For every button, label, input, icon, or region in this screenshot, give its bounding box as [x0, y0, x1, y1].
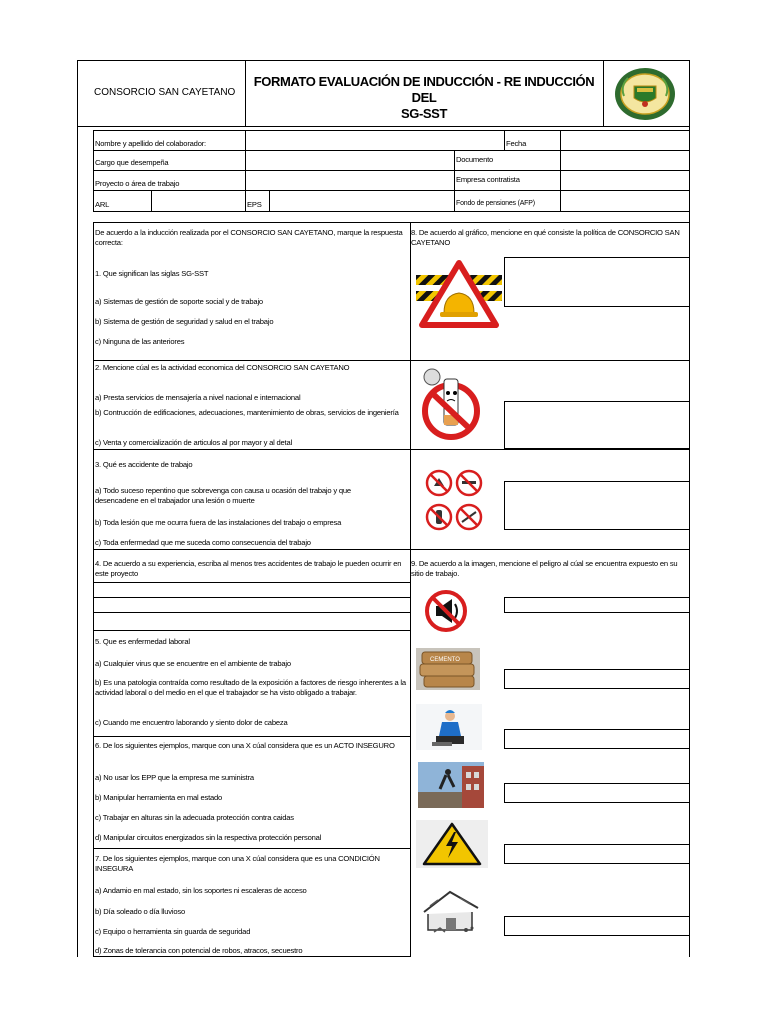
- no-smoking-icon: [416, 365, 486, 441]
- label-documento: Documento: [456, 155, 494, 164]
- q2-option-c[interactable]: c) Venta y comercialización de articulos al por mayor y al detal: [95, 438, 292, 447]
- height-work-icon: [418, 762, 484, 808]
- q9-answer-box-house[interactable]: [504, 916, 690, 936]
- q9-answer-box-worker[interactable]: [504, 729, 690, 749]
- label-fecha: Fecha: [506, 139, 527, 148]
- collapsed-house-icon: [416, 884, 484, 936]
- company-name: CONSORCIO SAN CAYETANO: [94, 87, 236, 98]
- q5-option-a[interactable]: a) Cualquier virus que se encuentre en el ambiente de trabajo: [95, 659, 291, 668]
- hazard-helmet-icon: [416, 259, 502, 329]
- q3-option-b[interactable]: b) Toda lesión que me ocurra fuera de las instalaciones del trabajo o empresa: [95, 518, 342, 527]
- q1-question: 1. Que significan las siglas SG-SST: [95, 269, 209, 278]
- q5-option-c[interactable]: c) Cuando me encuentro laborando y siento dolor de cabeza: [95, 718, 288, 727]
- no-noise-icon: [424, 589, 468, 633]
- label-fondo: Fondo de pensiones (AFP): [456, 200, 535, 207]
- q2-option-b[interactable]: b) Contrucción de edificaciones, adecuaciones, mantenimiento de obras, servicios de ingeniería: [95, 408, 399, 417]
- q2-option-a[interactable]: a) Presta servicios de mensajería a nivel nacional e internacional: [95, 393, 301, 402]
- q8-answer-box-3[interactable]: [504, 481, 690, 530]
- logo-seal-icon: [610, 66, 680, 122]
- cement-label: CEMENTO: [430, 657, 460, 663]
- electrical-hazard-icon: [416, 820, 488, 868]
- q8-answer-box[interactable]: [504, 257, 690, 307]
- q1-option-b[interactable]: b) Sistema de gestión de seguridad y salud en el trabajo: [95, 317, 274, 326]
- label-proyecto: Proyecto o área de trabajo: [95, 179, 180, 188]
- q6-option-b[interactable]: b) Manipular herramienta en mal estado: [95, 793, 223, 802]
- q7-option-a[interactable]: a) Andamio en mal estado, sin los soportes ni escaleras de acceso: [95, 886, 307, 895]
- q8-question: 8. De acuerdo al gráfico, mencione en qué consiste la política de CONSORCIO SAN CAYETANO: [411, 228, 680, 247]
- label-empresa: Empresa contratista: [456, 175, 520, 184]
- q1-option-a[interactable]: a) Sistemas de gestión de soporte social y de trabajo: [95, 297, 263, 306]
- q5-option-b[interactable]: b) Es una patologia contraída como resultado de la exposición a factores de riesgo inherentes a la actividad laboral o del medio en el que el trabajador se ha visto obligado a trabajar.: [95, 678, 406, 697]
- q4-question: 4. De acuerdo a su experiencia, escriba al menos tres accidentes de trabajo le pueden ocurrir en este proyecto: [95, 559, 402, 578]
- q3-question: 3. Qué es accidente de trabajo: [95, 460, 193, 469]
- q9-answer-box-height[interactable]: [504, 783, 690, 803]
- q9-question: 9. De acuerdo a la imagen, mencione el peligro al cúal se encuentra expuesto en su sitio de trabajo.: [411, 559, 678, 578]
- q7-option-d[interactable]: d) Zonas de tolerancia con potencial de robos, atracos, secuestro: [95, 946, 303, 955]
- label-nombre: Nombre y apellido del colaborador:: [95, 139, 206, 148]
- q9-answer-box-noise[interactable]: [504, 597, 690, 613]
- form-title-line2: SG-SST: [401, 106, 447, 121]
- q9-answer-box-electric[interactable]: [504, 844, 690, 864]
- prohibited-substances-icon: [424, 466, 484, 534]
- q6-option-d[interactable]: d) Manipular circuitos energizados sin la respectiva protección personal: [95, 833, 322, 842]
- q3-option-c[interactable]: c) Toda enfermedad que me suceda como consecuencia del trabajo: [95, 538, 311, 547]
- label-eps: EPS: [247, 200, 262, 209]
- q7-question: 7. De los siguientes ejemplos, marque con una X cúal considera que es una CONDICIÓN INSEGURA: [95, 854, 380, 873]
- label-cargo: Cargo que desempeña: [95, 158, 169, 167]
- q7-option-c[interactable]: c) Equipo o herramienta sin guarda de seguridad: [95, 927, 251, 936]
- q1-option-c[interactable]: c) Ninguna de las anteriores: [95, 337, 185, 346]
- form-title: [246, 74, 602, 122]
- q9-answer-box-cement[interactable]: [504, 669, 690, 689]
- q6-option-c[interactable]: c) Trabajar en alturas sin la adecuada protección contra caidas: [95, 813, 294, 822]
- q7-option-b[interactable]: b) Día soleado o día lluvioso: [95, 907, 186, 916]
- q8-answer-box-2[interactable]: [504, 401, 690, 449]
- label-arl: ARL: [95, 200, 110, 209]
- q3-option-a[interactable]: a) Todo suceso repentino que sobrevenga con causa u ocasión del trabajo y que desencadene en el trabajador una lesión o muerte: [95, 486, 351, 505]
- q6-question: 6. De los siguientes ejemplos, marque con una X cúal considera que es un ACTO INSEGURO: [95, 741, 395, 750]
- q2-question: 2. Mencione cúal es la actividad economica del CONSORCIO SAN CAYETANO: [95, 363, 350, 372]
- cement-bags-icon: [416, 648, 480, 690]
- worker-icon: [416, 704, 482, 750]
- q5-question: 5. Que es enfermedad laboral: [95, 637, 190, 646]
- q6-option-a[interactable]: a) No usar los EPP que la empresa me suministra: [95, 773, 254, 782]
- form-title-line1: FORMATO EVALUACIÓN DE INDUCCIÓN - RE INDUCCIÓN DEL: [253, 74, 595, 105]
- intro-text: De acuerdo a la inducción realizada por el CONSORCIO SAN CAYETANO, marque la respuesta correcta:: [95, 228, 403, 247]
